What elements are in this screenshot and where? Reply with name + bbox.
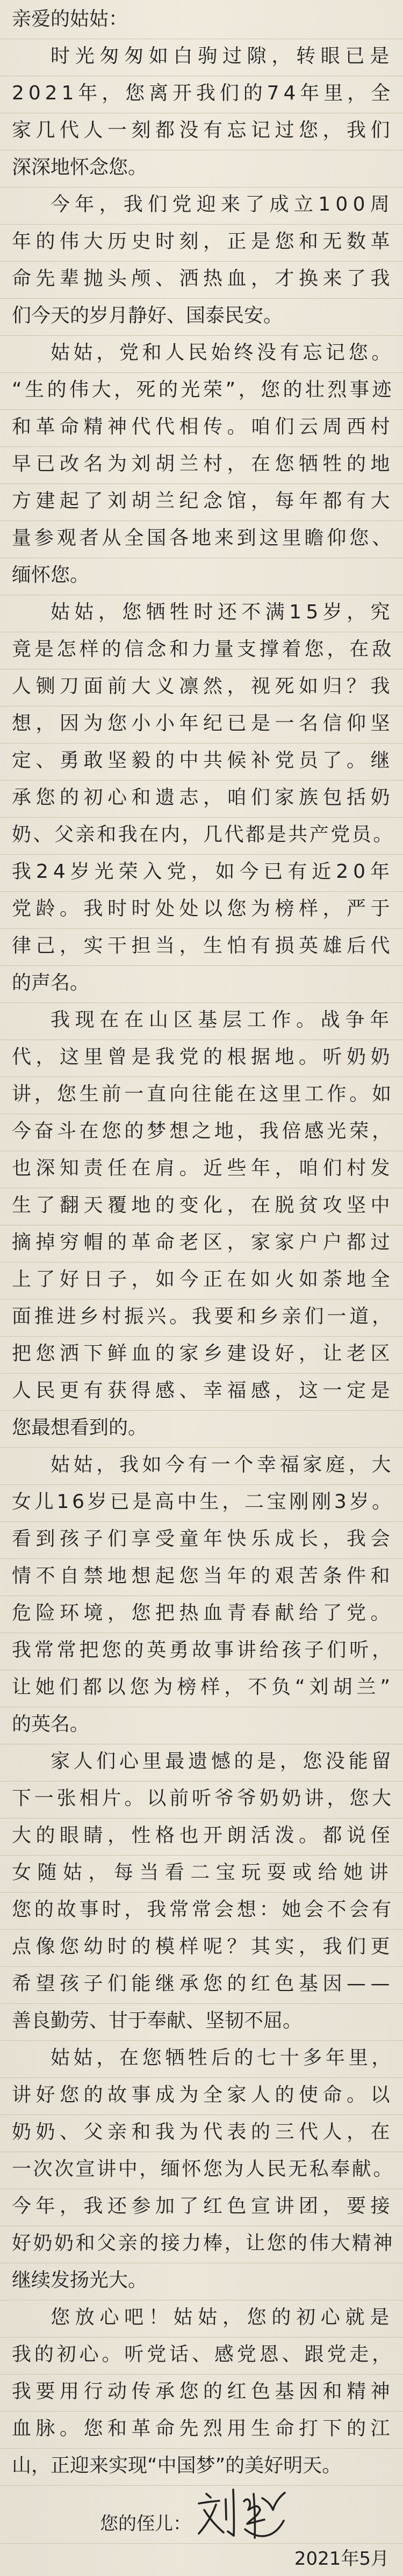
letter-line: 您放心吧！姑姑，您的初心就是 (0, 2300, 403, 2337)
paragraph (0, 2300, 403, 2486)
letter-line: 您的故事时，我常常会想：她会不会有 (0, 1893, 403, 1930)
letter-line: 上了好日子，如今正在如火如荼地全 (0, 1262, 403, 1300)
signature-stroke (199, 2501, 219, 2503)
letter-line: 姑姑，我如今有一个幸福家庭，大 (0, 1448, 403, 1485)
letter-line: 下一张相片。以前听爷爷奶奶讲，您大 (0, 1781, 403, 1819)
letter-line: 今年，我们党迎来了成立100周 (0, 187, 403, 225)
paragraph (0, 39, 403, 187)
letter-line: 生了翻天覆地的变化，在脱贫攻坚中 (0, 1188, 403, 1225)
letter-line: 早已改名为刘胡兰村，在您牺牲的地 (0, 447, 403, 484)
letter-line: 竟是怎样的信念和力量支撑着您，在敌 (0, 632, 403, 669)
letter-line: 姑姑，党和人民始终没有忘记您。 (0, 336, 403, 373)
letter-line: 深深地怀念您。 (0, 150, 403, 187)
signature-stroke (199, 2505, 216, 2534)
letter-line: 家几代人一刻都没有忘记过您，我们 (0, 113, 403, 150)
letter-line: 看到孩子们享受童年快乐成长，我会 (0, 1522, 403, 1559)
letter-line: 和革命精神代代相传。咱们云周西村 (0, 410, 403, 447)
letter-line: 量参观者从全国各地来到这里瞻仰您、 (0, 521, 403, 558)
letter-line: 今奋斗在您的梦想之地，我倍感光荣， (0, 1114, 403, 1151)
paragraph (0, 1744, 403, 2041)
closing-label: 您的侄儿： (100, 2513, 191, 2535)
salutation: 亲爱的姑姑： (0, 2, 403, 39)
letter-line: 方建起了刘胡兰纪念馆，每年都有大 (0, 484, 403, 521)
letter-line: 也深知责任在肩。近些年，咱们村发 (0, 1151, 403, 1188)
letter-line: 党龄。我时时处处以您为榜样，严于 (0, 892, 403, 929)
letter-line: 的英名。 (0, 1707, 403, 1744)
letter-line: 我24岁光荣入党，如今已有近20年 (0, 855, 403, 892)
letter-line: 我的初心。听党话、感党恩、跟党走， (0, 2337, 403, 2375)
letter-line: 继续发扬光大。 (0, 2263, 403, 2300)
paragraph (0, 187, 403, 336)
letter-line: 姑姑，您牺牲时还不满15岁，究 (0, 595, 403, 632)
letter-line: 人民更有获得感、幸福感，这一定是 (0, 1374, 403, 1411)
letter-line: 人铡刀面前大义凛然，视死如归？我 (0, 669, 403, 706)
letter-line: 您最想看到的。 (0, 1411, 403, 1448)
letter-line: 代，这里曾是我党的根据地。听奶奶 (0, 1040, 403, 1077)
letter-line: 把您洒下鲜血的家乡建设好，让老区 (0, 1337, 403, 1374)
closing-row (0, 2486, 403, 2544)
paragraph (0, 595, 403, 1003)
letter-line: 大的眼睛，性格也开朗活泼。都说侄 (0, 1819, 403, 1856)
letter-line: 讲，您生前一直向往能在这里工作。如 (0, 1077, 403, 1114)
letter-date: 2021年5月 (294, 2548, 389, 2570)
letter-line: 女儿16岁已是高中生，二宝刚刚3岁。 (0, 1485, 403, 1522)
letter-line: 摘掉穷帽的革命老区，家家户户都过 (0, 1225, 403, 1262)
letter-line: 面推进乡村振兴。我要和乡亲们一道， (0, 1300, 403, 1337)
letter-line: 一次次宣讲中，缅怀您为人民无私奉献。 (0, 2152, 403, 2189)
letter-line: 缅怀您。 (0, 558, 403, 595)
letter-line: 女随姑，每当看二宝玩耍或给她讲 (0, 1856, 403, 1893)
letter-line: 奶、父亲和我在内，几代都是共产党员。 (0, 818, 403, 855)
paragraph (0, 336, 403, 595)
letter-line: 的声名。 (0, 966, 403, 1003)
letter-line: 我常常把您的英勇故事讲给孩子们听， (0, 1633, 403, 1670)
letter-line: 我现在在山区基层工作。战争年 (0, 1003, 403, 1040)
letter-line: 情不自禁地想起您当年的艰苦条件和 (0, 1559, 403, 1596)
signature-stroke (262, 2493, 285, 2510)
letter-line: 我要用行动传承您的红色基因和精神 (0, 2375, 403, 2412)
letter-line: 奶奶、父亲和我为代表的三代人，在 (0, 2115, 403, 2152)
handwritten-signature (195, 2486, 287, 2542)
signature-stroke (228, 2490, 234, 2536)
letter-line: 血脉。您和革命先烈用生命打下的江 (0, 2412, 403, 2449)
letter-line: 山，正迎来实现“中国梦”的美好明天。 (0, 2449, 403, 2486)
paragraph (0, 1003, 403, 1448)
paragraph (0, 1448, 403, 1744)
signature-stroke (206, 2494, 211, 2498)
letter-line: 想，因为您小小年纪已是一名信仰坚 (0, 706, 403, 744)
letter-line: 定、勇敢坚毅的中共候补党员了。继 (0, 744, 403, 781)
signature-stroke (254, 2494, 255, 2538)
letter-line: 承您的初心和遗志，咱们家族包括奶 (0, 781, 403, 818)
letter-line: 命先辈抛头颅、洒热血，才换来了我 (0, 262, 403, 299)
letter-line: 家人们心里最遗憾的是，您没能留 (0, 1744, 403, 1781)
letter-line: “生的伟大，死的光荣”，您的壮烈事迹 (0, 373, 403, 410)
letter-line: 希望孩子们能继承您的红色基因—— (0, 1967, 403, 2004)
letter-line: 2021年，您离开我们的74年里，全 (0, 76, 403, 113)
letter-line: 讲好您的故事成为全家人的使命。以 (0, 2078, 403, 2115)
letter-line: 们今天的岁月静好、国泰民安。 (0, 299, 403, 336)
letter-line: 律己，实干担当，生怕有损英雄后代 (0, 929, 403, 966)
letter-line: 时光匆匆如白驹过隙，转眼已是 (0, 39, 403, 76)
letter-line: 年的伟大历史时刻，正是您和无数革 (0, 225, 403, 262)
letter-line: 点像您幼时的模样呢？其实，我们更 (0, 1930, 403, 1967)
letter-body (0, 39, 403, 2486)
letter-line: 善良勤劳、甘于奉献、坚韧不屈。 (0, 2004, 403, 2041)
letter-line: 危险环境，您把热血青春献给了党。 (0, 1596, 403, 1633)
letter-line: 今年，我还参加了红色宣讲团，要接 (0, 2189, 403, 2226)
paragraph (0, 2041, 403, 2300)
letter-line: 好奶奶和父亲的接力棒，让您的伟大精神 (0, 2226, 403, 2263)
letter-line: 让她们都以您为榜样，不负“刘胡兰” (0, 1670, 403, 1707)
letter-line: 姑姑，在您牺牲后的七十多年里， (0, 2041, 403, 2078)
